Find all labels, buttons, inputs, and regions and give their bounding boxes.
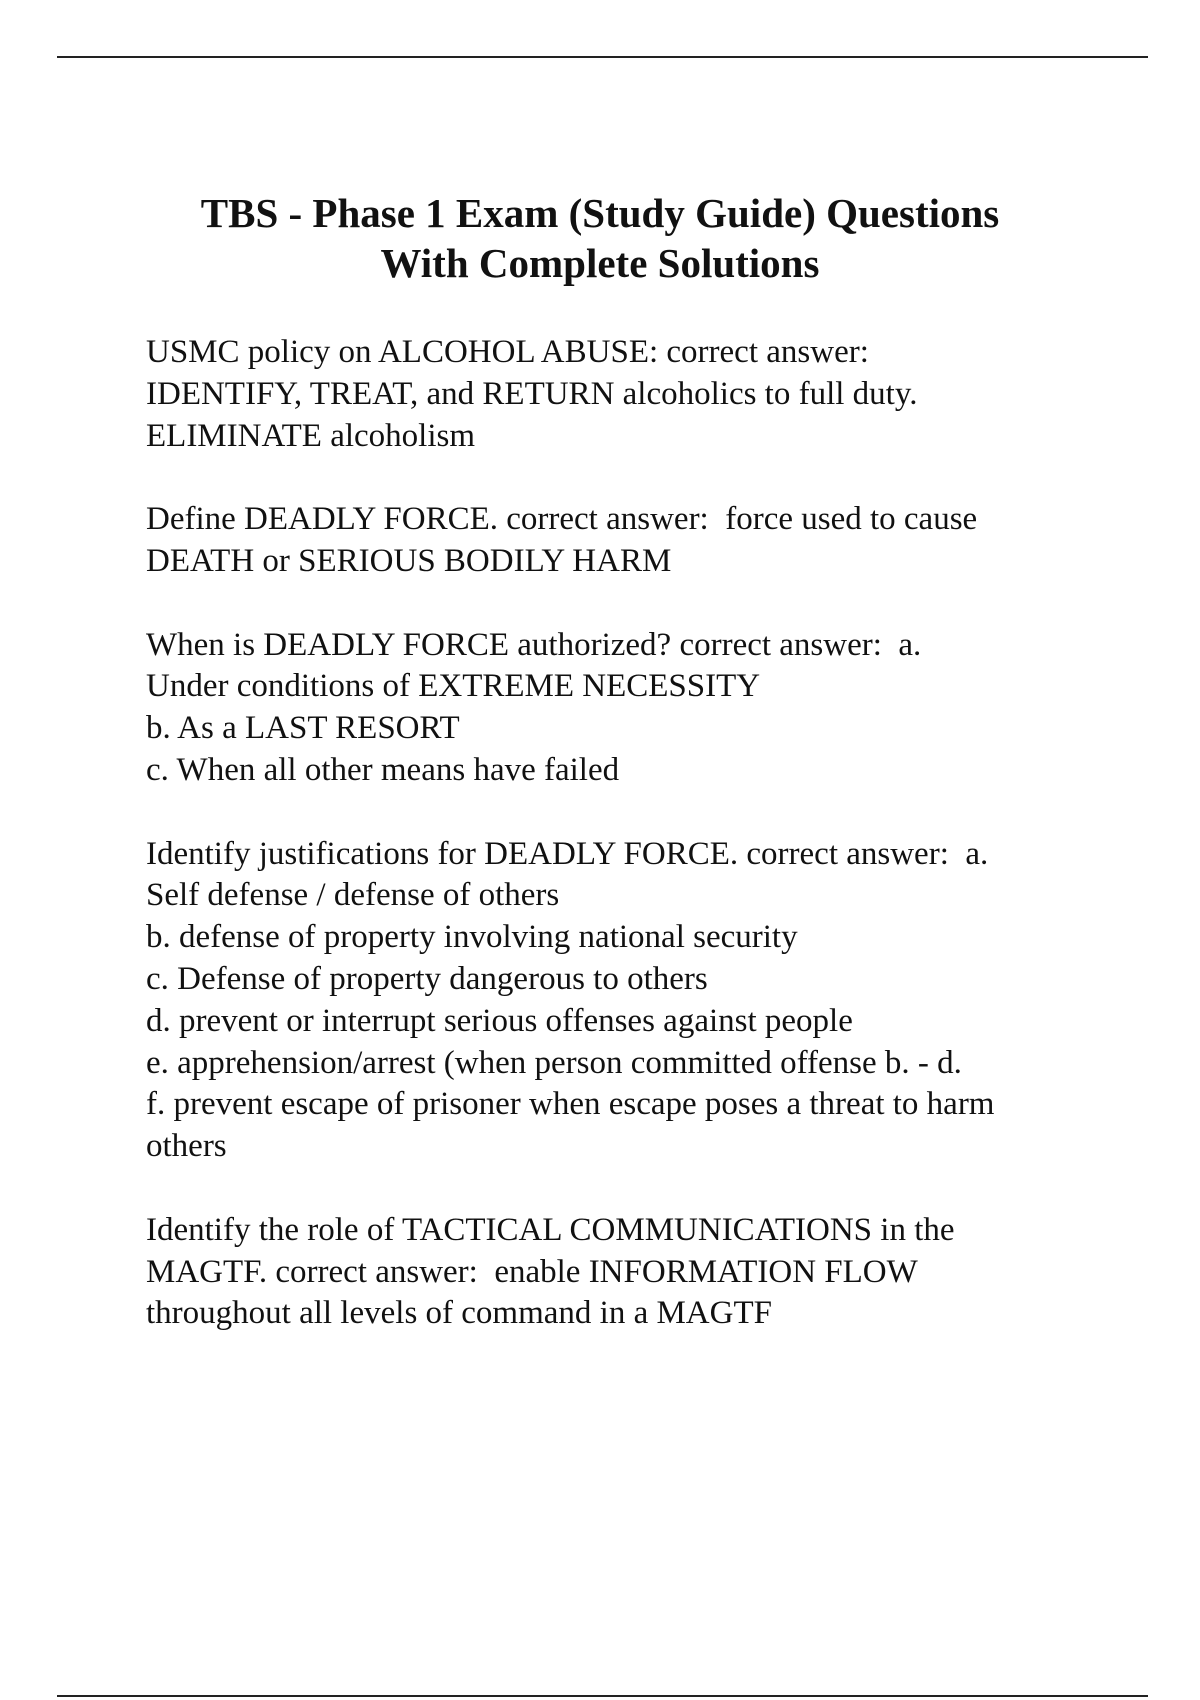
text-line: d. prevent or interrupt serious offenses against people bbox=[146, 1002, 853, 1039]
question-answer-block bbox=[146, 332, 1156, 457]
text-line: c. Defense of property dangerous to others bbox=[146, 960, 708, 997]
document-body bbox=[146, 332, 1156, 1377]
text-line: IDENTIFY, TREAT, and RETURN alcoholics to full duty. bbox=[146, 375, 918, 412]
text-line: e. apprehension/arrest (when person committed offense b. - d. bbox=[146, 1044, 962, 1081]
question-answer-block bbox=[146, 499, 1156, 583]
text-line: Self defense / defense of others bbox=[146, 877, 560, 914]
question-answer-block bbox=[146, 834, 1156, 1168]
title-line: With Complete Solutions bbox=[380, 240, 820, 286]
text-line: Under conditions of EXTREME NECESSITY bbox=[146, 668, 761, 705]
text-line: DEATH or SERIOUS BODILY HARM bbox=[146, 542, 672, 579]
text-line: Define DEADLY FORCE. correct answer: force used to cause bbox=[146, 501, 978, 538]
question-answer-block bbox=[146, 625, 1156, 792]
text-line: f. prevent escape of prisoner when escape poses a threat to harm bbox=[146, 1086, 995, 1123]
text-line: ELIMINATE alcoholism bbox=[146, 417, 476, 454]
text-line: throughout all levels of command in a MAGTF bbox=[146, 1295, 772, 1332]
text-line: others bbox=[146, 1128, 227, 1165]
document-title bbox=[0, 188, 1200, 288]
text-line: MAGTF. correct answer: enable INFORMATION FLOW bbox=[146, 1253, 918, 1290]
text-line: Identify the role of TACTICAL COMMUNICATIONS in the bbox=[146, 1211, 955, 1248]
footer-rule bbox=[57, 1695, 1148, 1697]
question-answer-block bbox=[146, 1210, 1156, 1335]
text-line: Identify justifications for DEADLY FORCE. correct answer: a. bbox=[146, 835, 989, 872]
text-line: b. defense of property involving national security bbox=[146, 919, 798, 956]
header-rule bbox=[57, 56, 1148, 58]
text-line: c. When all other means have failed bbox=[146, 751, 620, 788]
text-line: USMC policy on ALCOHOL ABUSE: correct answer: bbox=[146, 334, 869, 370]
text-line: When is DEADLY FORCE authorized? correct answer: a. bbox=[146, 626, 922, 663]
text-line: b. As a LAST RESORT bbox=[146, 710, 460, 747]
title-line: TBS - Phase 1 Exam (Study Guide) Questions bbox=[200, 190, 1000, 236]
